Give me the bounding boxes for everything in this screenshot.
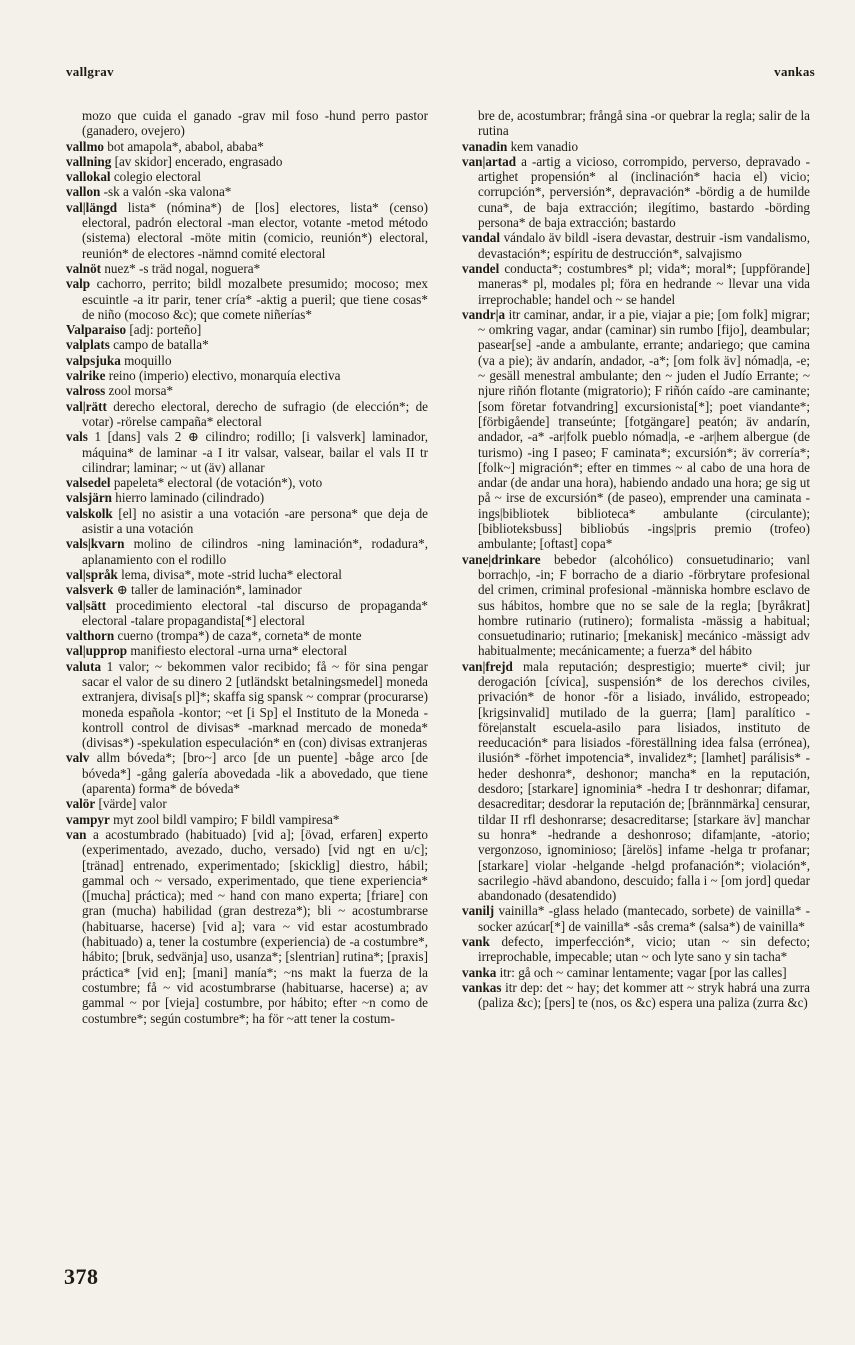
guide-word-left: vallgrav (66, 64, 114, 79)
dictionary-entry (462, 934, 810, 965)
page-number: 378 (64, 1264, 99, 1289)
entry-headword: val|språk (66, 566, 118, 582)
entry-headword: valp (66, 276, 91, 292)
entry-headword: val|sätt (66, 597, 107, 613)
entry-definition: itr: gå och ~ caminar lentamente; vagar [por las calles] (499, 964, 787, 980)
dictionary-entry (462, 980, 810, 1011)
entry-headword: valpsjuka (66, 352, 121, 368)
entry-headword: van (66, 826, 87, 842)
entry-headword: valnöt (66, 260, 102, 276)
dictionary-entry (66, 139, 428, 154)
dictionary-entry (462, 965, 810, 980)
dictionary-entry (66, 353, 428, 368)
entry-headword: vallmo (66, 138, 104, 154)
dictionary-entry (66, 506, 428, 537)
entry-definition: a acostumbrado (habituado) [vid a]; [övad, erfaren] experto (experimentado, avezado, ducho, versado) [vid ngt en u/c]; [tränad] entrenado, experimentado; [skicklig] diestro, hábil; gammal och ~ versado, experimentado, que tiene experiencia* ([mucha] práctica); med ~ hand con mano experta; [friare] con gran (mucha) habilidad (gran destreza*); bli ~ acostumbrarse (habituarse, hacerse) [vid a]; vara ~ vid estar acostumbrado (habituado) a, tener la costumbre (experiencia) de -a costumbre*, hábito; [bruk, sedvänja] uso, usanza*; [slentrian] rutina*; [praxis] práctica* [vid en]; [mani] manía*; ~ns makt la fuerza de la costumbre; få ~ vid acostumbrarse (habituarse, hacerse) a; av gammal ~ por [vieja] costumbre, por hábito; efter ~n como de costumbre*; según costumbre*; ha för ~att tener la costum- (82, 826, 428, 1026)
dictionary-entry (66, 200, 428, 261)
dictionary-entry (66, 169, 428, 184)
dictionary-entry (66, 475, 428, 490)
entry-definition: hierro laminado (cilindrado) (115, 490, 265, 506)
entry-definition: papeleta* electoral (de votación*), voto (113, 475, 323, 491)
entry-definition: bebedor (alcohólico) consuetudinario; vanl borrach|o, -in; F borracho de a diario -förbrytare profesional del crimen, criminal profesional -människa hombre esclavo de sus hábitos, hombre que no se sale de la regla; [byråkrat] hombre rutinario (rutinero); formalista -mässig a habitual; consuetudinario; rutinario; [mekanisk] mecánico -mässigt adv habitualmente; mecánicamente; a fuerza* del hábito (478, 551, 810, 659)
dictionary-entry (462, 307, 810, 552)
entry-headword: vanilj (462, 903, 495, 919)
entry-definition: [värde] valor (98, 796, 167, 812)
dictionary-entry (462, 552, 810, 659)
entry-definition: kem vanadio (510, 138, 579, 154)
entry-headword: valrike (66, 368, 106, 384)
right-column (462, 108, 810, 1011)
entry-definition: mala reputación; desprestigio; muerte* civil; jur derogación [cívica], suspensión* de los derechos civiles, privación* de honor -för a lisiado, inválido, estropeado; [krigsinvalid] mutilado de la guerra; [lam] paralítico -före|anstalt escuela-asilo para lisiados, instituto de reeducación* para lisiados -föreställning idea falsa (errónea), ilusión* -förhet impotencia*, invalidez*; [lamhet] parálisis* -heder deshonra*, deshonor; mancha* en la reputación, desdoro; [starkare] ignominia* -hedra I tr deshonrar; difamar, desacreditar; desdorar la reputación de; [brännmärka] censurar, tildar II rfl deshonrarse; desacreditarse; [starkare äv] manchar su honra* -hedrande a deshonroso; difam|ante, -atorio; vergonzoso, ignominioso; [ärelös] infame -helga tr profanar; [starkare] violar -helgande -helgd profanación*; violación*, sacrilegio -hävd abandono, descuido; falla i ~ [om jord] quedar abandonado (desatendido) (478, 658, 810, 904)
entry-definition: 1 [dans] vals 2 ⊕ cilindro; rodillo; [i valsverk] laminador, máquina* de laminar -a I itr valsar, valsear, bailar el vals II tr cilindrar; laminar; ~ ut (äv) allanar (82, 429, 428, 475)
dictionary-entry (66, 383, 428, 398)
entry-definition: [av skidor] encerado, engrasado (114, 153, 283, 169)
entry-headword: valskolk (66, 505, 113, 521)
entry-definition: derecho electoral, derecho de sufragio (de elección*; de votar) -rörelse campaña* electoral (82, 398, 428, 429)
dictionary-entry (66, 184, 428, 199)
entry-definition: molino de cilindros -ning laminación*, rodadura*, aplanamiento con el rodillo (82, 536, 428, 567)
dictionary-entry (462, 659, 810, 904)
guide-word-right: vankas (774, 64, 815, 79)
entry-headword: vallokal (66, 169, 111, 185)
entry-headword: vankas (462, 979, 502, 995)
entry-definition: moquillo (124, 352, 172, 368)
entry-headword: van|artad (462, 153, 516, 169)
entry-definition: allm bóveda*; [bro~] arco [de un puente] -båge arco [de bóveda*] -gång galería abovedada -lik a abovedado, que tiene (aparenta) forma* de bóveda* (82, 750, 428, 797)
entry-definition: colegio electoral (113, 169, 202, 185)
entry-headword: vals|kvarn (66, 536, 125, 552)
entry-definition: campo de batalla* (113, 337, 209, 353)
entry-definition: -sk a valón -ska valona* (103, 184, 232, 200)
entry-headword: valuta (66, 658, 102, 674)
dictionary-entry (462, 261, 810, 307)
entry-definition: procedimiento electoral -tal discurso de propaganda* electoral -talare propagandista[*] electoral (82, 597, 428, 628)
dictionary-entry (66, 827, 428, 1026)
entry-definition: defecto, imperfección*, vicio; utan ~ sin defecto; irreprochable, impecable; utan ~ och lyte sano y sin tacha* (478, 934, 810, 965)
dictionary-entry (462, 139, 810, 154)
entry-definition: vándalo äv bildl -isera devastar, destruir -ism vandalismo, devastación*; espíritu de destrucción*, salvajismo (478, 230, 810, 261)
entry-headword: valross (66, 383, 106, 399)
entry-headword: valv (66, 750, 90, 766)
entry-headword: valsedel (66, 475, 111, 491)
entry-definition: manifiesto electoral -urna urna* electoral (130, 643, 348, 659)
entry-headword: valthorn (66, 628, 115, 644)
dictionary-entry (66, 368, 428, 383)
entry-headword: van|frejd (462, 658, 513, 674)
entry-definition: cuerno (trompa*) de caza*, corneta* de monte (117, 628, 362, 644)
entry-headword: vallning (66, 153, 112, 169)
entry-headword: vandr|a (462, 306, 506, 322)
entry-headword: val|rätt (66, 398, 107, 414)
entry-definition: mozo que cuida el ganado -grav mil foso -hund perro pastor (ganadero, ovejero) (82, 108, 428, 139)
entry-definition: vainilla* -glass helado (mantecado, sorbete) de vainilla* -socker azúcar[*] de vainilla* -sås crema* (salsa*) de vainilla* (478, 903, 810, 934)
entry-headword: vane|drinkare (462, 551, 541, 567)
entry-definition: itr caminar, andar, ir a pie, viajar a pie; [om folk] migrar; ~ omkring vagar, andar (caminar) sin rumbo [fijo], deambular; pasear[se] -ande a ambulante, errante; andariego; que camina (va a pie); äv andarín, andador, -a*; [om folk äv] nómad|a, -e; ~ gesäll menestral ambulante; den ~ juden el Judío Errante; ~ njure riñón flotante (migratorio); F riñón caído -are caminante; [som företar fotvandring] excursionista[*]; poet viandante*; [förbigående] transeúnte; [fotgängare] peatón; äv andarín, andador, -a* -ar|folk pueblo nómad|a, -e -ar|hem albergue (de turismo) -ing I paseo; F caminata*; excursión*; äv correría*; [folk~] migración*; efter en timmes ~ al cabo de una hora de andar (de andar una hora), habiendo andado una hora; ge sig ut på ~ irse de excursión* (de paseo), emprender una caminata -ings|bibliotek biblioteca* ambulante (circulante); [biblioteksbuss] bibliobús -ings|pris premio (trofeo) ambulante; [oftast] copa* (478, 306, 810, 552)
entry-definition: reino (imperio) electivo, monarquía electiva (108, 368, 341, 384)
entry-definition: lista* (nómina*) de [los] electores, lista* (censo) electoral, padrón electoral -man elector, votante -metod método (sistema) electoral -möte mitin (comicio, reunión*) electoral, reunión* de electores -nämnd comité electoral (82, 199, 428, 261)
dictionary-entry (66, 108, 428, 139)
dictionary-entry (66, 261, 428, 276)
dictionary-entry (66, 337, 428, 352)
entry-headword: vallon (66, 184, 101, 200)
dictionary-entry (66, 659, 428, 751)
entry-definition: [el] no asistir a una votación -are persona* que deja de asistir a una votación (82, 505, 428, 537)
entry-definition: ⊕ taller de laminación*, laminador (116, 582, 302, 598)
dictionary-entry (66, 536, 428, 567)
entry-headword: valör (66, 796, 96, 812)
entry-definition: zool morsa* (108, 383, 174, 399)
entry-headword: valplats (66, 337, 110, 353)
dictionary-entry (66, 490, 428, 505)
dictionary-entry (66, 598, 428, 629)
dictionary-entry (66, 154, 428, 169)
dictionary-entry (66, 582, 428, 597)
dictionary-entry (66, 567, 428, 582)
entry-headword: vank (462, 934, 490, 950)
dictionary-entry (462, 154, 810, 230)
entry-headword: valsjärn (66, 490, 112, 506)
dictionary-entry (462, 230, 810, 261)
dictionary-entry (462, 108, 810, 139)
dictionary-entry (66, 276, 428, 322)
entry-headword: vanka (462, 964, 497, 980)
entry-definition: nuez* -s träd nogal, noguera* (104, 260, 261, 276)
entry-headword: vals (66, 429, 88, 445)
entry-headword: vampyr (66, 811, 110, 827)
entry-headword: val|upprop (66, 643, 128, 659)
entry-definition: bot amapola*, ababol, ababa* (107, 138, 264, 154)
dictionary-entry (66, 628, 428, 643)
entry-definition: bre de, acostumbrar; frångå sina -or quebrar la regla; salir de la rutina (478, 108, 810, 139)
entry-definition: myt zool bildl vampiro; F bildl vampiresa* (113, 811, 340, 827)
dictionary-entry (66, 322, 428, 337)
entry-definition: cachorro, perrito; bildl mozalbete presumido; mocoso; mex escuintle -a itr parir, tener cría* -aktig a pueril; que tiene cosas* de niño (mocoso &c); que comete niñerías* (82, 276, 428, 322)
entry-definition: 1 valor; ~ bekommen valor recibido; få ~ för sina pengar sacar el valor de su dinero 2 [utländskt betalningsmedel] moneda extranjera, divisa[s pl]*; skaffa sig spansk ~ comprar (procurarse) moneda española -kontor; ~et [i Sp] el Instituto de la Moneda -kontroll control de divisas* -marknad mercado de moneda* (divisas*) -spekulation especulación* en (con) divisas extranjeras (82, 658, 428, 751)
dictionary-entry (66, 429, 428, 475)
entry-definition: lema, divisa*, mote -strid lucha* electoral (121, 566, 342, 582)
entry-headword: vandal (462, 230, 500, 246)
dictionary-entry (66, 750, 428, 796)
dictionary-entry (66, 643, 428, 658)
entry-headword: vanadin (462, 138, 508, 154)
dictionary-entry (462, 903, 810, 934)
dictionary-entry (66, 812, 428, 827)
entry-definition: a -artig a vicioso, corrompido, perverso, depravado -artighet propensión* al (inclinación* hacia el) vicio; corrupción*, perversión*, depravación* -bördig a de humilde cuna*, de baja extracción; ilegítimo, bastardo -börding persona* de baja extracción; bastardo (478, 153, 810, 231)
entry-headword: Valparaiso (66, 322, 127, 338)
entry-headword: val|längd (66, 199, 118, 215)
entry-definition: conducta*; costumbres* pl; vida*; moral*; [uppförande] maneras* pl, modales pl; föra en hedrande ~ llevar una vida irreprochable; handel och ~ se handel (478, 260, 810, 307)
dictionary-entry (66, 796, 428, 811)
dictionary-entry (66, 399, 428, 430)
entry-headword: valsverk (66, 582, 114, 598)
entry-definition: [adj: porteño] (129, 322, 202, 338)
entry-headword: vandel (462, 260, 500, 276)
entry-definition: itr dep: det ~ hay; det kommer att ~ stryk habrá una zurra (paliza &c); [pers] te (nos, os &c) espera una paliza (zurra &c) (478, 979, 810, 1011)
left-column (66, 108, 428, 1026)
